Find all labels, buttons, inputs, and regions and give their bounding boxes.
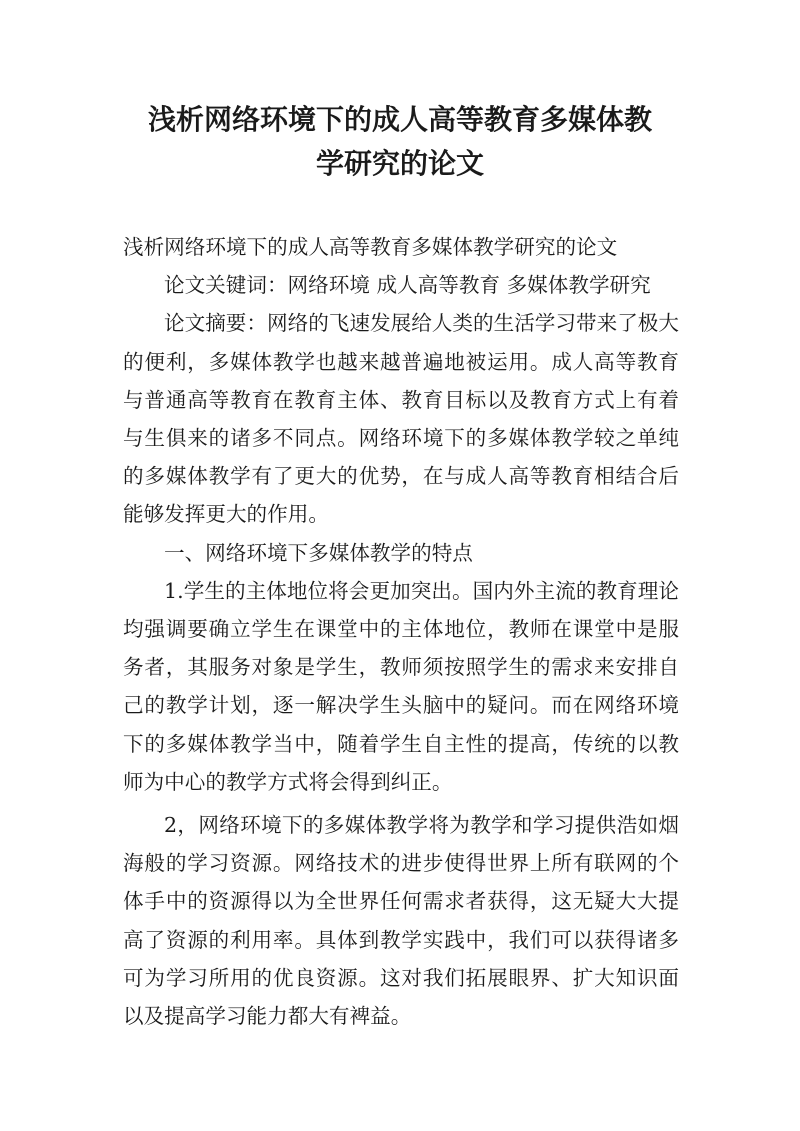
body-paragraph-1: 1.学生的主体地位将会更加突出。国内外主流的教育理论均强调要确立学生在课堂中的主体地位，教师在课堂中是服务者，其服务对象是学生，教师须按照学生的需求来安排自己的教学计划，逐一解决学生头脑中的疑问。而在网络环境下的多媒体教学当中，随着学生自主性的提高，传统的以教师为中心的教学方式将会得到纠正。 (123, 578, 679, 794)
document-body (123, 228, 679, 1035)
abstract-paragraph: 论文摘要：网络的飞速发展给人类的生活学习带来了极大的便利，多媒体教学也越来越普遍地被运用。成人高等教育与普通高等教育在教育主体、教育目标以及教育方式上有着与生俱来的诸多不同点。网络环境下的多媒体教学较之单纯的多媒体教学有了更大的优势，在与成人高等教育相结合后能够发挥更大的作用。 (123, 311, 679, 527)
document-title (110, 98, 690, 186)
body-paragraph-2: 2，网络环境下的多媒体教学将为教学和学习提供浩如烟海般的学习资源。网络技术的进步使得世界上所有联网的个体手中的资源得以为全世界任何需求者获得，这无疑大大提高了资源的利用率。具体到教学实践中，我们可以获得诸多可为学习所用的优良资源。这对我们拓展眼界、扩大知识面以及提高学习能力都大有裨益。 (123, 813, 679, 1029)
section-heading: 一、网络环境下多媒体教学的特点 (164, 540, 473, 565)
keywords-paragraph: 论文关键词：网络环境 成人高等教育 多媒体教学研究 (164, 273, 651, 298)
title-line-1: 浅析网络环境下的成人高等教育多媒体教 (147, 103, 652, 136)
subtitle-line: 浅析网络环境下的成人高等教育多媒体教学研究的论文 (123, 235, 618, 259)
title-line-2: 学研究的论文 (315, 147, 484, 180)
